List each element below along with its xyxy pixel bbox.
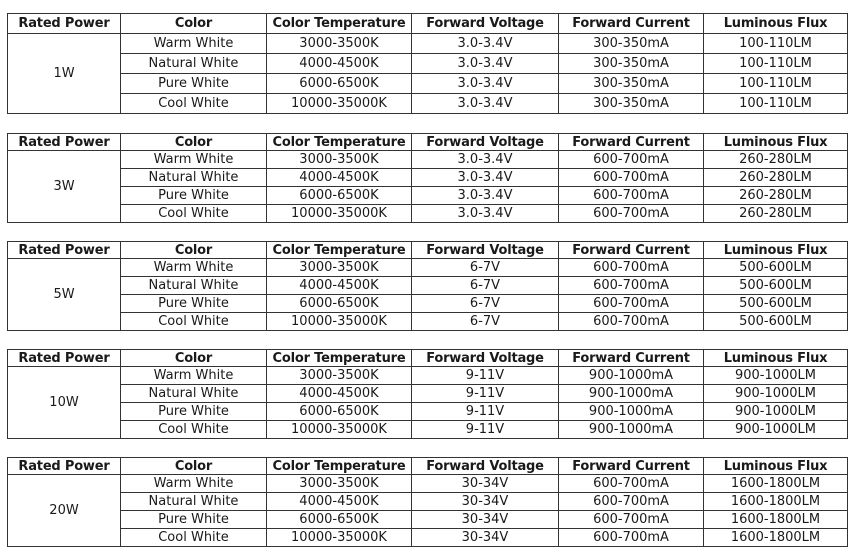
forward-voltage-cell: 3.0-3.4V (412, 151, 559, 169)
rated-power-cell: 10W (8, 367, 121, 439)
luminous-flux-cell: 1600-1800LM (704, 475, 848, 493)
header-luminous-flux: Luminous Flux (704, 134, 848, 151)
spec-table-10w (7, 349, 848, 439)
forward-voltage-cell: 3.0-3.4V (412, 74, 559, 94)
forward-current-cell: 300-350mA (559, 94, 704, 114)
luminous-flux-cell: 1600-1800LM (704, 511, 848, 529)
forward-current-cell: 900-1000mA (559, 421, 704, 439)
table-row (8, 74, 848, 94)
color-cell: Cool White (121, 421, 267, 439)
color-cell: Natural White (121, 277, 267, 295)
color-temperature-cell: 6000-6500K (267, 295, 412, 313)
forward-current-cell: 600-700mA (559, 475, 704, 493)
color-temperature-cell: 10000-35000K (267, 94, 412, 114)
luminous-flux-cell: 900-1000LM (704, 421, 848, 439)
forward-current-cell: 600-700mA (559, 529, 704, 547)
color-temperature-cell: 6000-6500K (267, 74, 412, 94)
header-color: Color (121, 134, 267, 151)
luminous-flux-cell: 500-600LM (704, 259, 848, 277)
header-row (8, 242, 848, 259)
luminous-flux-cell: 500-600LM (704, 295, 848, 313)
header-color-temperature: Color Temperature (267, 134, 412, 151)
header-forward-current: Forward Current (559, 14, 704, 34)
header-forward-voltage: Forward Voltage (412, 242, 559, 259)
spec-table-20w (7, 457, 848, 547)
luminous-flux-cell: 1600-1800LM (704, 529, 848, 547)
table-row (8, 259, 848, 277)
table-row (8, 475, 848, 493)
header-forward-voltage: Forward Voltage (412, 458, 559, 475)
table-row (8, 277, 848, 295)
color-cell: Natural White (121, 169, 267, 187)
rated-power-cell: 20W (8, 475, 121, 547)
forward-current-cell: 300-350mA (559, 74, 704, 94)
spec-table-5w (7, 241, 848, 331)
header-color-temperature: Color Temperature (267, 242, 412, 259)
forward-current-cell: 600-700mA (559, 511, 704, 529)
forward-current-cell: 600-700mA (559, 187, 704, 205)
forward-voltage-cell: 6-7V (412, 259, 559, 277)
color-temperature-cell: 10000-35000K (267, 529, 412, 547)
header-forward-current: Forward Current (559, 458, 704, 475)
forward-current-cell: 600-700mA (559, 493, 704, 511)
color-cell: Warm White (121, 259, 267, 277)
color-temperature-cell: 4000-4500K (267, 493, 412, 511)
forward-voltage-cell: 6-7V (412, 313, 559, 331)
color-cell: Natural White (121, 493, 267, 511)
header-luminous-flux: Luminous Flux (704, 242, 848, 259)
luminous-flux-cell: 500-600LM (704, 313, 848, 331)
forward-voltage-cell: 6-7V (412, 295, 559, 313)
table-row (8, 511, 848, 529)
forward-voltage-cell: 9-11V (412, 421, 559, 439)
color-cell: Cool White (121, 94, 267, 114)
color-temperature-cell: 6000-6500K (267, 511, 412, 529)
spec-table-1w (7, 13, 848, 114)
forward-voltage-cell: 3.0-3.4V (412, 54, 559, 74)
forward-current-cell: 900-1000mA (559, 385, 704, 403)
header-luminous-flux: Luminous Flux (704, 350, 848, 367)
header-color: Color (121, 458, 267, 475)
color-cell: Natural White (121, 54, 267, 74)
color-cell: Pure White (121, 187, 267, 205)
header-forward-current: Forward Current (559, 134, 704, 151)
color-cell: Pure White (121, 511, 267, 529)
forward-voltage-cell: 9-11V (412, 403, 559, 421)
table-row (8, 205, 848, 223)
luminous-flux-cell: 900-1000LM (704, 385, 848, 403)
color-cell: Pure White (121, 295, 267, 313)
forward-current-cell: 300-350mA (559, 54, 704, 74)
forward-voltage-cell: 3.0-3.4V (412, 34, 559, 54)
header-forward-current: Forward Current (559, 242, 704, 259)
forward-current-cell: 600-700mA (559, 313, 704, 331)
color-temperature-cell: 10000-35000K (267, 421, 412, 439)
header-color-temperature: Color Temperature (267, 14, 412, 34)
table-row (8, 94, 848, 114)
header-rated-power: Rated Power (8, 134, 121, 151)
header-rated-power: Rated Power (8, 242, 121, 259)
header-color-temperature: Color Temperature (267, 350, 412, 367)
forward-current-cell: 600-700mA (559, 151, 704, 169)
color-temperature-cell: 3000-3500K (267, 475, 412, 493)
header-rated-power: Rated Power (8, 14, 121, 34)
header-forward-voltage: Forward Voltage (412, 14, 559, 34)
forward-voltage-cell: 3.0-3.4V (412, 94, 559, 114)
header-row (8, 350, 848, 367)
table-row (8, 313, 848, 331)
forward-current-cell: 600-700mA (559, 169, 704, 187)
header-color-temperature: Color Temperature (267, 458, 412, 475)
color-cell: Warm White (121, 367, 267, 385)
color-temperature-cell: 3000-3500K (267, 34, 412, 54)
color-cell: Warm White (121, 151, 267, 169)
forward-voltage-cell: 9-11V (412, 385, 559, 403)
header-color: Color (121, 350, 267, 367)
color-temperature-cell: 3000-3500K (267, 151, 412, 169)
header-forward-current: Forward Current (559, 350, 704, 367)
color-cell: Warm White (121, 475, 267, 493)
table-row (8, 421, 848, 439)
color-cell: Pure White (121, 403, 267, 421)
header-row (8, 14, 848, 34)
header-luminous-flux: Luminous Flux (704, 458, 848, 475)
forward-current-cell: 600-700mA (559, 277, 704, 295)
color-temperature-cell: 4000-4500K (267, 169, 412, 187)
luminous-flux-cell: 900-1000LM (704, 403, 848, 421)
table-row (8, 34, 848, 54)
luminous-flux-cell: 260-280LM (704, 169, 848, 187)
forward-current-cell: 600-700mA (559, 205, 704, 223)
table-row (8, 529, 848, 547)
header-forward-voltage: Forward Voltage (412, 134, 559, 151)
table-row (8, 151, 848, 169)
table-row (8, 187, 848, 205)
forward-voltage-cell: 3.0-3.4V (412, 169, 559, 187)
luminous-flux-cell: 100-110LM (704, 54, 848, 74)
color-cell: Warm White (121, 34, 267, 54)
color-temperature-cell: 4000-4500K (267, 277, 412, 295)
color-cell: Natural White (121, 385, 267, 403)
header-forward-voltage: Forward Voltage (412, 350, 559, 367)
forward-voltage-cell: 30-34V (412, 475, 559, 493)
color-temperature-cell: 4000-4500K (267, 385, 412, 403)
header-rated-power: Rated Power (8, 458, 121, 475)
header-rated-power: Rated Power (8, 350, 121, 367)
forward-current-cell: 600-700mA (559, 295, 704, 313)
luminous-flux-cell: 100-110LM (704, 34, 848, 54)
table-row (8, 403, 848, 421)
forward-current-cell: 900-1000mA (559, 403, 704, 421)
table-row (8, 169, 848, 187)
forward-voltage-cell: 30-34V (412, 511, 559, 529)
color-cell: Cool White (121, 529, 267, 547)
header-row (8, 134, 848, 151)
table-row (8, 54, 848, 74)
color-cell: Cool White (121, 313, 267, 331)
color-temperature-cell: 10000-35000K (267, 205, 412, 223)
spec-table-3w (7, 133, 848, 223)
header-color: Color (121, 14, 267, 34)
rated-power-cell: 1W (8, 34, 121, 114)
table-row (8, 295, 848, 313)
table-row (8, 493, 848, 511)
table-row (8, 385, 848, 403)
forward-voltage-cell: 3.0-3.4V (412, 205, 559, 223)
forward-current-cell: 900-1000mA (559, 367, 704, 385)
color-cell: Pure White (121, 74, 267, 94)
color-temperature-cell: 10000-35000K (267, 313, 412, 331)
rated-power-cell: 5W (8, 259, 121, 331)
luminous-flux-cell: 100-110LM (704, 94, 848, 114)
forward-voltage-cell: 6-7V (412, 277, 559, 295)
forward-voltage-cell: 30-34V (412, 493, 559, 511)
luminous-flux-cell: 260-280LM (704, 151, 848, 169)
color-temperature-cell: 3000-3500K (267, 367, 412, 385)
forward-voltage-cell: 30-34V (412, 529, 559, 547)
luminous-flux-cell: 1600-1800LM (704, 493, 848, 511)
header-color: Color (121, 242, 267, 259)
color-temperature-cell: 4000-4500K (267, 54, 412, 74)
forward-current-cell: 600-700mA (559, 259, 704, 277)
header-row (8, 458, 848, 475)
forward-voltage-cell: 3.0-3.4V (412, 187, 559, 205)
luminous-flux-cell: 900-1000LM (704, 367, 848, 385)
forward-voltage-cell: 9-11V (412, 367, 559, 385)
color-temperature-cell: 3000-3500K (267, 259, 412, 277)
luminous-flux-cell: 100-110LM (704, 74, 848, 94)
header-luminous-flux: Luminous Flux (704, 14, 848, 34)
luminous-flux-cell: 260-280LM (704, 205, 848, 223)
luminous-flux-cell: 500-600LM (704, 277, 848, 295)
table-row (8, 367, 848, 385)
luminous-flux-cell: 260-280LM (704, 187, 848, 205)
rated-power-cell: 3W (8, 151, 121, 223)
forward-current-cell: 300-350mA (559, 34, 704, 54)
color-cell: Cool White (121, 205, 267, 223)
color-temperature-cell: 6000-6500K (267, 187, 412, 205)
color-temperature-cell: 6000-6500K (267, 403, 412, 421)
